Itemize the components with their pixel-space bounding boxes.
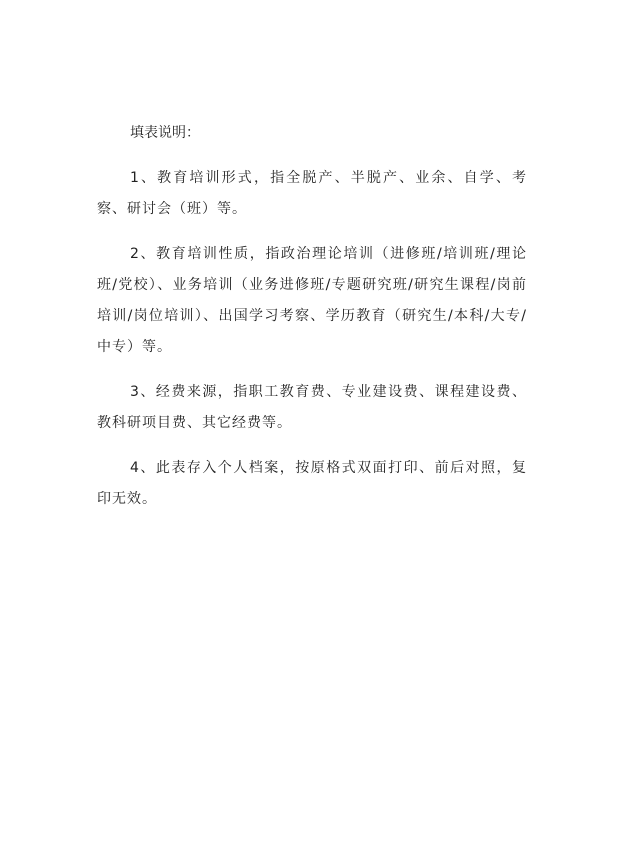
instruction-item-3: 3、经费来源，指职工教育费、专业建设费、课程建设费、教科研项目费、其它经费等。 [97, 384, 527, 431]
instruction-item-1: 1、教育培训形式，指全脱产、半脱产、业余、自学、考察、研讨会（班）等。 [97, 170, 527, 217]
instruction-item-4: 4、此表存入个人档案，按原格式双面打印、前后对照，复印无效。 [97, 460, 527, 507]
instruction-item-2: 2、教育培训性质，指政治理论培训（进修班/培训班/理论班/党校）、业务培训（业务进修班/专题研究班/研究生课程/岗前培训/岗位培训）、出国学习考察、学历教育（研究生/本科/大专/中专）等。 [97, 246, 527, 355]
instructions-block [97, 118, 527, 529]
instructions-heading: 填表说明： [130, 125, 200, 141]
